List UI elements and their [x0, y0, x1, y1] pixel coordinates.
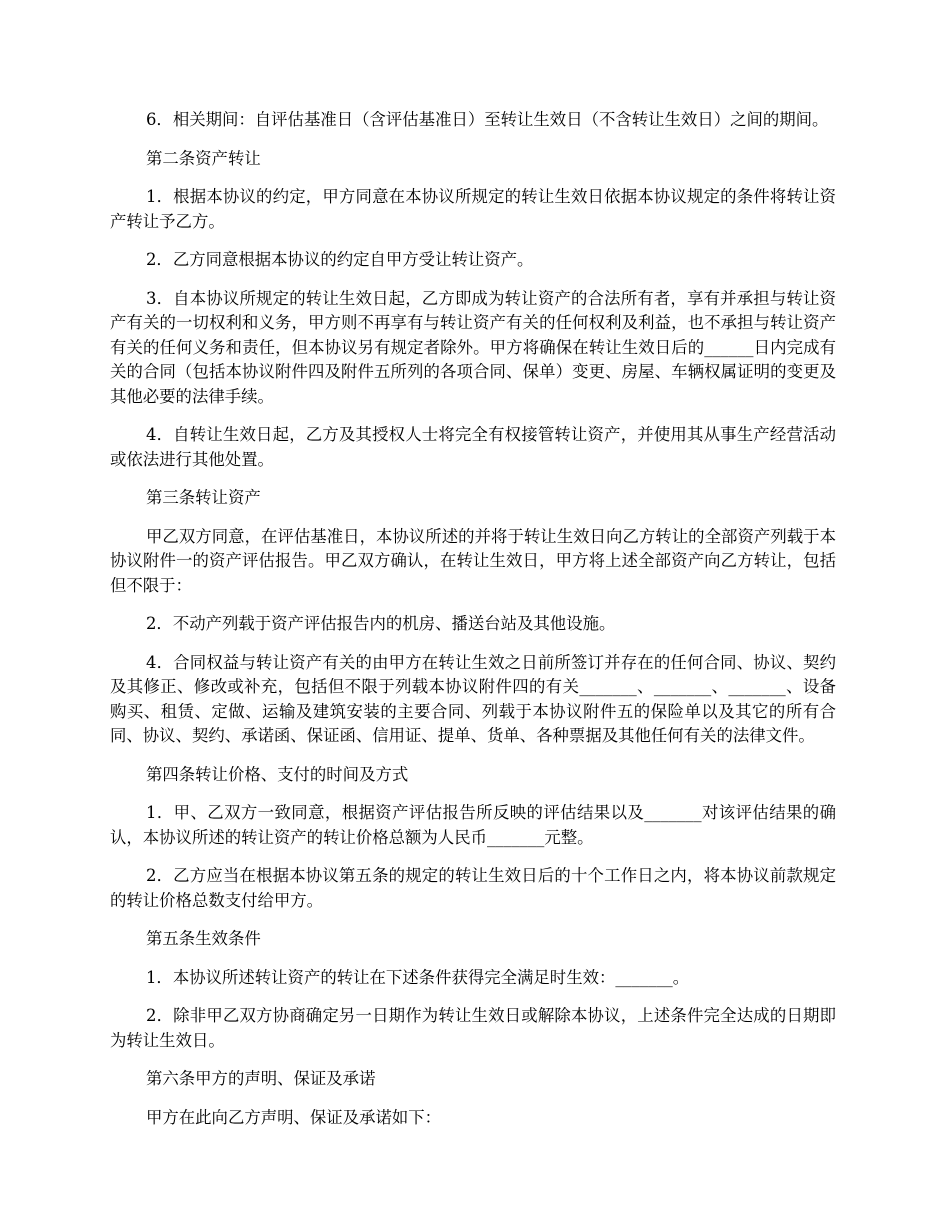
paragraph-4-1: 1．甲、乙双方一致同意，根据资产评估报告所反映的评估结果以及_______对该评估结果的确认，本协议所述的转让资产的转让价格总额为人民币_______元整。 [110, 803, 836, 847]
paragraph-related-period: 6．相关期间：自评估基准日（含评估基准日）至转让生效日（不含转让生效日）之间的期间。 [146, 110, 829, 129]
paragraph-3-2: 2．不动产列载于资产评估报告内的机房、播送台站及其他设施。 [146, 614, 616, 633]
paragraph-6-intro: 甲方在此向乙方声明、保证及承诺如下： [146, 1107, 442, 1127]
paragraph-4-2: 2．乙方应当在根据本协议第五条的规定的转让生效日后的十个工作日之内，将本协议前款规定的转让价格总数支付给甲方。 [110, 866, 836, 910]
paragraph-2-1: 1．根据本协议的约定，甲方同意在本协议所规定的转让生效日依据本协议规定的条件将转让资产转让予乙方。 [110, 187, 836, 231]
document-page [110, 108, 836, 1144]
paragraph-2-3: 3．自本协议所规定的转让生效日起，乙方即成为转让资产的合法所有者，享有并承担与转让资产有关的一切权利和义务，甲方则不再享有与转让资产有关的任何权利及利益，也不承担与转让资产有关的任何义务和责任，但本协议另有规定者除外。甲方将确保在转让生效日后的______日内完成有关的合同（包括本协议附件四及附件五所列的各项合同、保单）变更、房屋、车辆权属证明的变更及其他必要的法律手续。 [110, 288, 836, 406]
paragraph-2-4: 4．自转让生效日起，乙方及其授权人士将完全有权接管转让资产，并使用其从事生产经营活动或依法进行其他处置。 [110, 425, 836, 469]
heading-article-6: 第六条甲方的声明、保证及承诺 [146, 1069, 376, 1088]
paragraph-5-2: 2．除非甲乙双方协商确定另一日期作为转让生效日或解除本协议，上述条件完全达成的日期即为转让生效日。 [110, 1006, 836, 1050]
heading-article-5: 第五条生效条件 [146, 929, 261, 948]
paragraph-3-4: 4．合同权益与转让资产有关的由甲方在转让生效之日前所签订并存在的任何合同、协议、契约及其修正、修改或补充，包括但不限于列载本协议附件四的有关_______、_______、_______、设备购买、租赁、定做、运输及建筑安装的主要合同、列载于本协议附件五的保险单以及其它的所有合同、协议、契约、承诺函、保证函、信用证、提单、货单、各种票据及其他任何有关的法律文件。 [110, 652, 836, 745]
heading-article-2: 第二条资产转让 [146, 148, 261, 168]
paragraph-2-2: 2．乙方同意根据本协议的约定自甲方受让转让资产。 [146, 250, 534, 269]
heading-article-3: 第三条转让资产 [146, 488, 261, 507]
paragraph-3-intro: 甲乙双方同意，在评估基准日，本协议所述的并将于转让生效日向乙方转让的全部资产列载于本协议附件一的资产评估报告。甲乙双方确认，在转让生效日，甲方将上述全部资产向乙方转让，包括但不限于： [110, 526, 836, 595]
heading-article-4: 第四条转让价格、支付的时间及方式 [146, 764, 409, 784]
paragraph-5-1: 1．本协议所述转让资产的转让在下述条件获得完全满足时生效：_______。 [146, 967, 690, 987]
